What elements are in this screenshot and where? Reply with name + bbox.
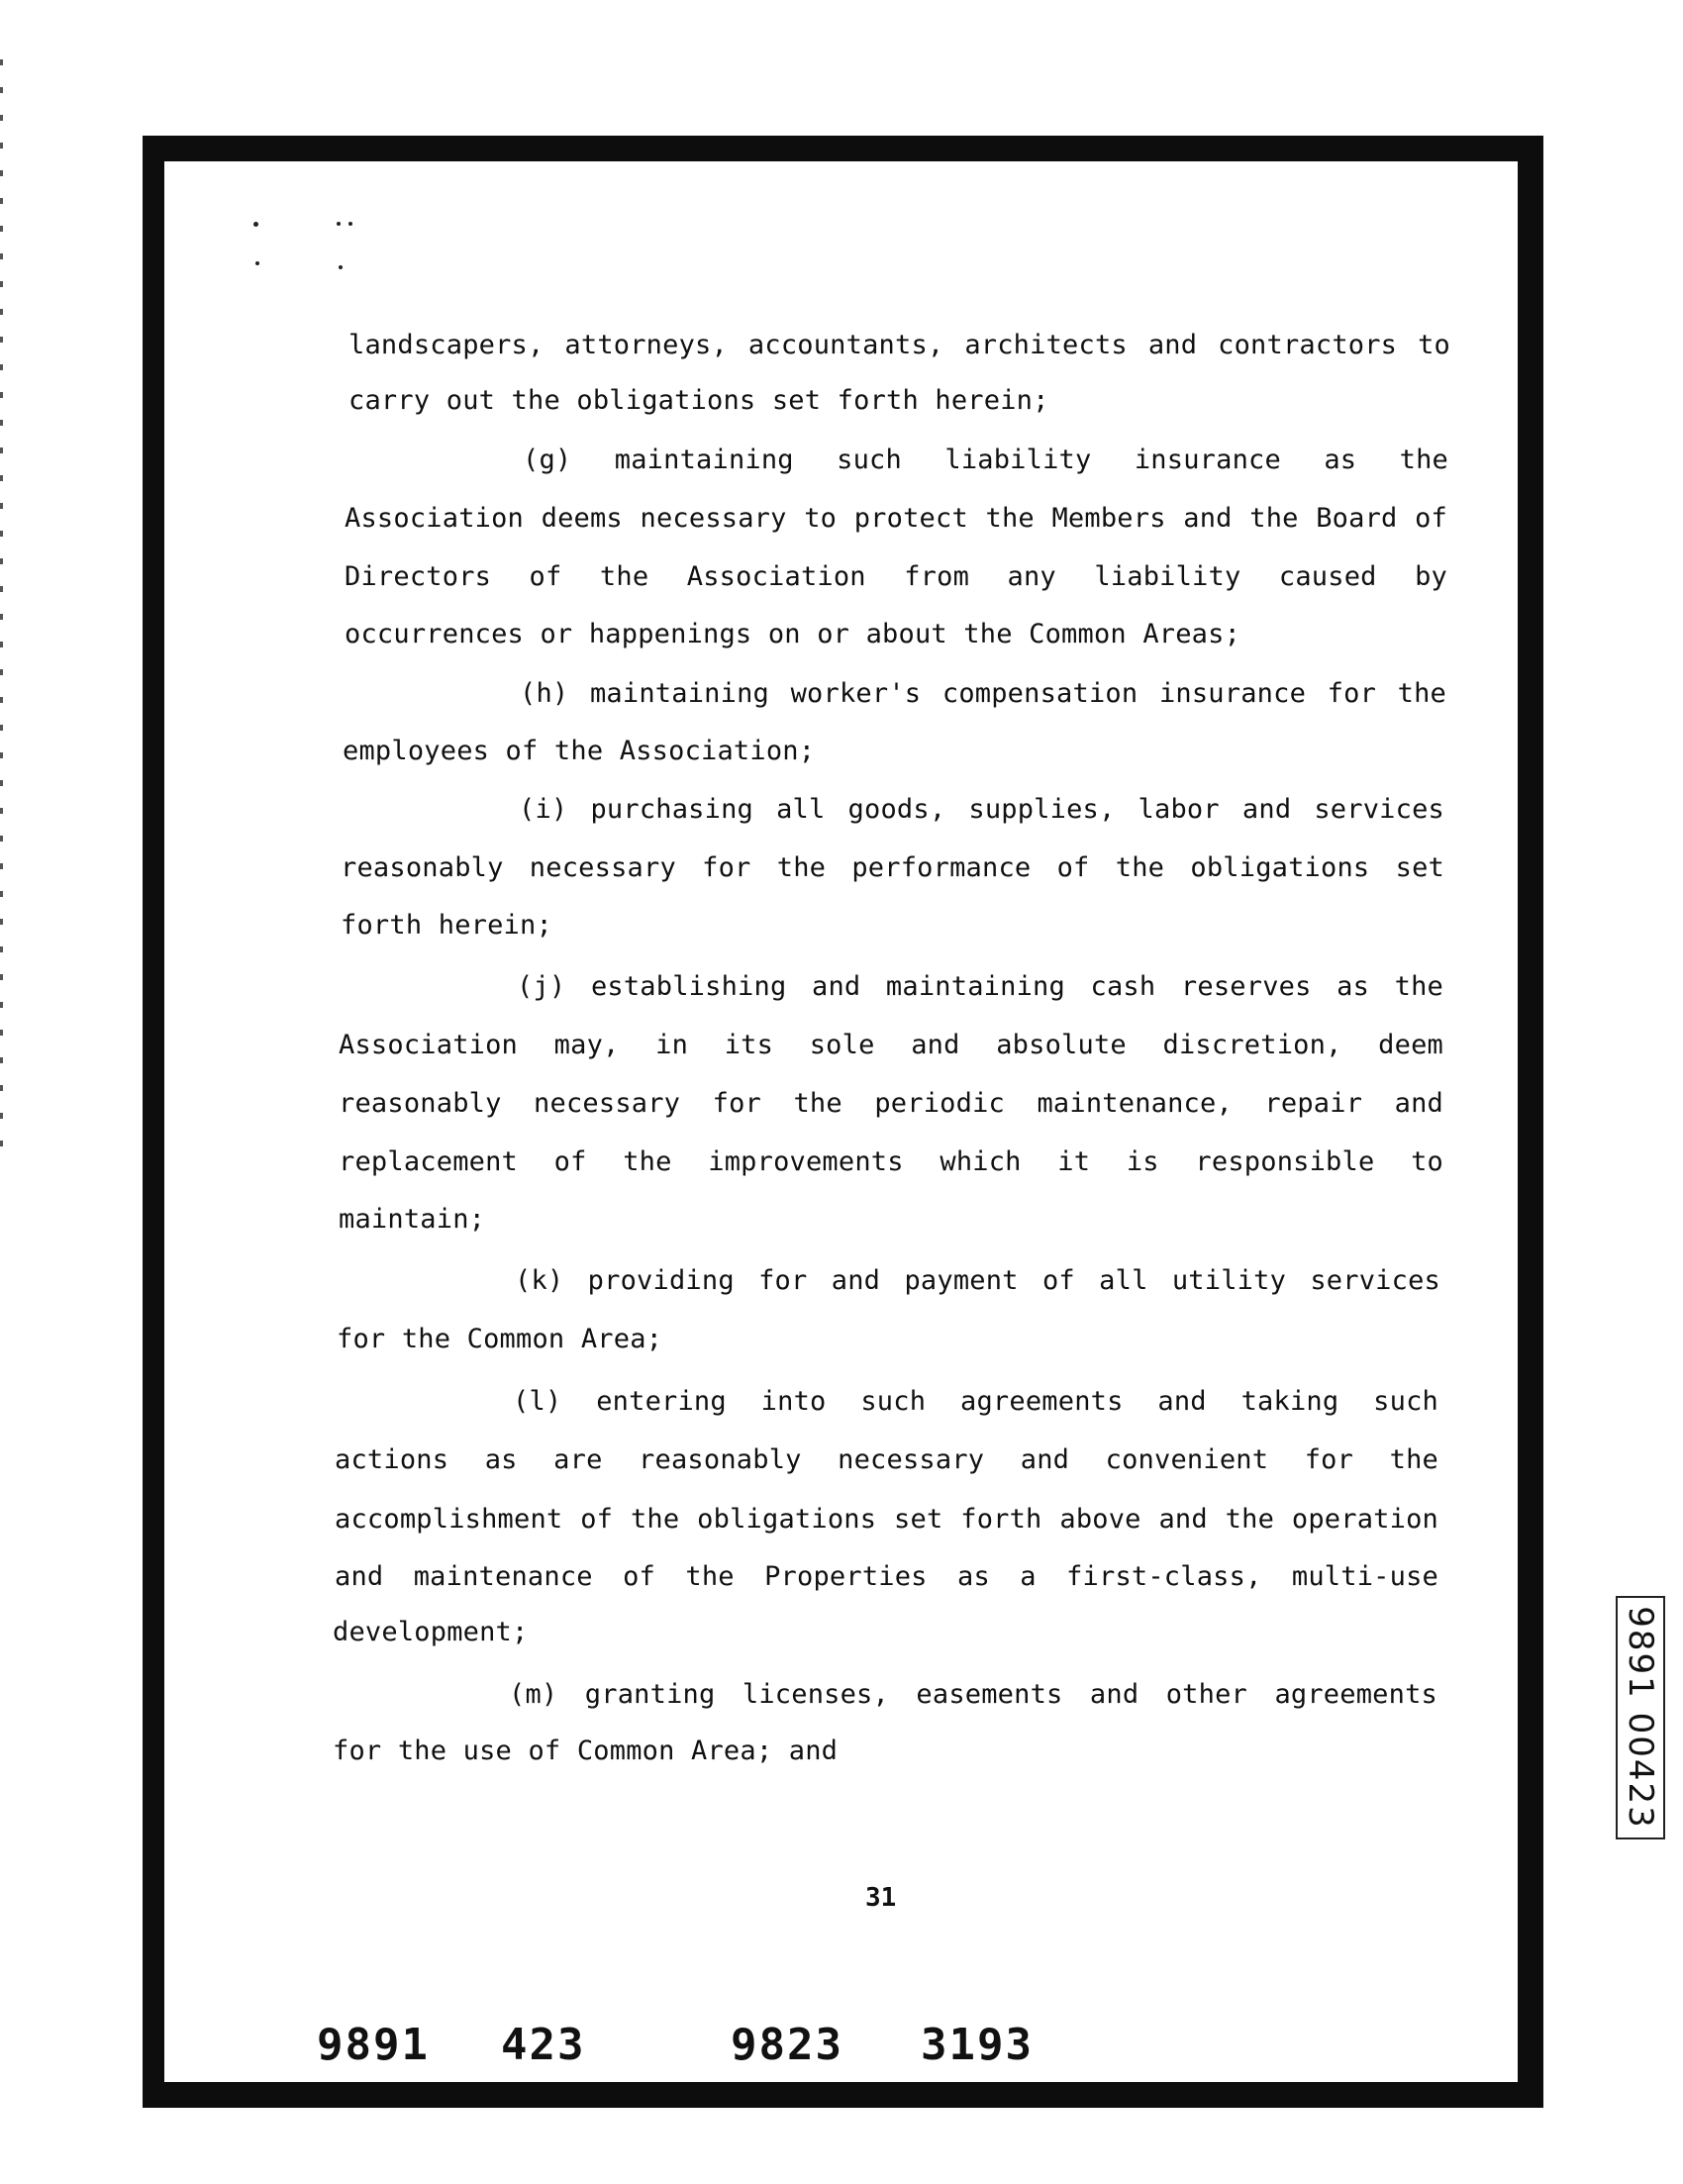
text-line: occurrences or happenings on or about the Common Areas;	[345, 619, 1241, 649]
page-number: 31	[865, 1883, 897, 1913]
text-line: replacement of the improvements which it is responsible to	[339, 1146, 1443, 1177]
bates-number: 9891	[317, 2020, 430, 2070]
paragraph-m-lead: (m) granting licenses, easements and other agreements	[509, 1679, 1437, 1710]
paragraph-g-lead: (g) maintaining such liability insurance as the	[523, 445, 1448, 475]
text-line: landscapers, attorneys, accountants, architects and contractors to	[348, 330, 1450, 360]
text-line: Directors of the Association from any liability caused by	[345, 561, 1447, 592]
text-line: carry out the obligations set forth herein;	[348, 385, 1049, 416]
bates-number: 3193	[921, 2020, 1034, 2070]
text-line: and maintenance of the Properties as a first-class, multi-use	[335, 1561, 1438, 1592]
text-line: accomplishment of the obligations set forth above and the operation	[335, 1504, 1438, 1535]
scan-speck	[255, 261, 259, 265]
scan-edge-marks	[0, 59, 3, 1168]
text-line: forth herein;	[341, 910, 552, 941]
scan-speck	[348, 222, 352, 226]
paragraph-h-lead: (h) maintaining worker's compensation insurance for the	[520, 678, 1446, 709]
scan-speck	[337, 222, 341, 226]
bates-number: 423	[501, 2020, 586, 2070]
paragraph-k-lead: (k) providing for and payment of all utility services	[515, 1265, 1440, 1296]
paragraph-i-lead: (i) purchasing all goods, supplies, labor and services	[519, 794, 1444, 825]
text-line: for the Common Area;	[337, 1324, 663, 1354]
text-line: employees of the Association;	[343, 736, 816, 766]
text-line: reasonably necessary for the periodic maintenance, repair and	[339, 1088, 1443, 1119]
text-line: Association deems necessary to protect the Members and the Board of	[345, 503, 1447, 534]
paragraph-j-lead: (j) establishing and maintaining cash reserves as the	[517, 971, 1443, 1002]
text-line: development;	[333, 1617, 529, 1647]
side-stamp	[1616, 1596, 1665, 1839]
text-line: maintain;	[339, 1204, 486, 1235]
scan-speck	[253, 222, 258, 227]
text-line: reasonably necessary for the performance of the obligations set	[341, 852, 1444, 883]
text-line: for the use of Common Area; and	[333, 1736, 839, 1766]
page-frame	[143, 136, 1543, 2108]
paragraph-l-lead: (l) entering into such agreements and taking such	[513, 1386, 1438, 1417]
text-line: actions as are reasonably necessary and convenient for the	[335, 1444, 1438, 1475]
bates-number: 9823	[731, 2020, 843, 2070]
scan-speck	[339, 265, 343, 269]
text-line: Association may, in its sole and absolute discretion, deem	[339, 1030, 1443, 1060]
side-stamp-text: 9891 00423	[1621, 1606, 1660, 1830]
